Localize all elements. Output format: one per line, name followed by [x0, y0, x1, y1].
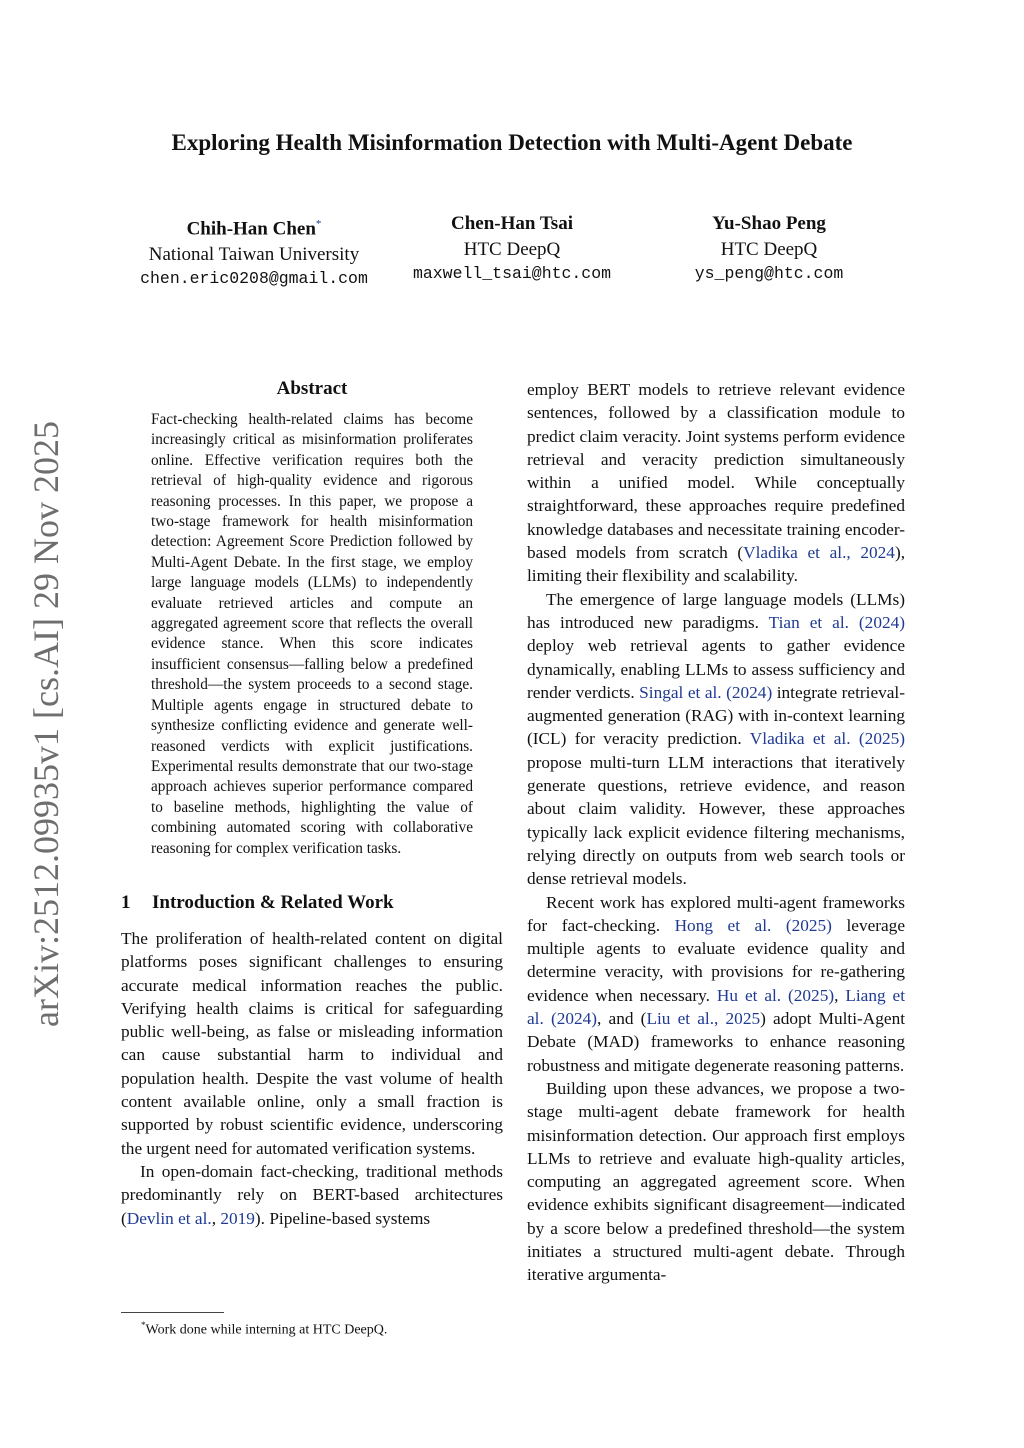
citation-link[interactable]: Vladika et al., 2024 [743, 543, 895, 563]
footnote-mark: * [141, 1320, 146, 1330]
body-paragraph-2: The emergence of large language models (LLMs) has introduced new paradigms. Tian et al. (2024) deploy web retrieval agents to gather evidence dynamically, enabling LLMs to assess sufficiency and render verdicts. Singal et al. (2024) integrate retrieval-augmented generation (RAG) with in-context learning (ICL) for veracity prediction. Vladika et al. (2025) propose multi-turn LLM interactions that iteratively generate questions, retrieve evidence, and reason about claim validity. However, these approaches typically lack explicit evidence filtering mechanisms, relying directly on outputs from web search tools or dense retrieval models. [527, 589, 905, 889]
citation-link[interactable]: Vladika et al. (2025) [749, 729, 905, 749]
citation-link[interactable]: Devlin et al. [126, 1208, 212, 1228]
citation-link[interactable]: Singal et al. (2024) [639, 682, 773, 702]
author-1 [104, 211, 404, 291]
author-name: Yu-Shao Peng [712, 213, 826, 234]
section-heading [121, 889, 503, 917]
body-paragraph-3: Recent work has explored multi-agent frameworks for fact-checking. Hong et al. (2025) leverage multiple agents to evaluate evidence quality and determine veracity, with provisions for re-gathering evidence when necessary. Hu et al. (2025), Liang et al. (2024), and (Liu et al., 2025) adopt Multi-Agent Debate (MAD) frameworks to enhance reasoning robustness and mitigate degenerate reasoning patterns. [527, 892, 906, 1075]
paper-title: Exploring Health Misinformation Detection with Multi-Agent Debate [171, 130, 853, 155]
footnote-marker[interactable]: * [315, 218, 322, 230]
citation-link[interactable]: Liang et al. (2024) [527, 985, 906, 1029]
footnote [141, 1316, 387, 1340]
left-column [121, 374, 503, 1230]
section-number: 1 [121, 891, 131, 913]
author-name: Chen-Han Tsai [451, 213, 573, 234]
intro-paragraph-1: The proliferation of health-related content on digital platforms poses significant challenges to ensuring accurate medical information reaches the public. Verifying health claims is critical for safeguarding public well-being, as false or misleading information can cause substantial harm to individual and population health. Despite the vast volume of health content available online, only a small fraction is supported by robust scientific evidence, underscoring the urgent need for automated verification systems. [121, 928, 503, 1158]
author-email: chen.eric0208@gmail.com [140, 269, 368, 289]
author-2 [362, 211, 662, 286]
citation-link[interactable]: Liu et al., 2025 [646, 1009, 761, 1029]
arxiv-stamp: arXiv:2512.09935v1 [cs.AI] 29 Nov 2025 [26, 421, 66, 1027]
intro-paragraph-2: In open-domain fact-checking, traditional methods predominantly rely on BERT-based architectures (Devlin et al., 2019). Pipeline-based systems [121, 1161, 503, 1228]
citation-link[interactable]: 2019 [220, 1208, 255, 1228]
author-block [0, 211, 1024, 291]
citation-link[interactable]: Tian et al. (2024) [768, 612, 905, 632]
author-3 [619, 211, 919, 286]
author-name: Chih-Han Chen* [186, 218, 322, 240]
section-title: Introduction & Related Work [152, 891, 394, 913]
author-affiliation: National Taiwan University [148, 244, 360, 266]
citation-link[interactable]: Hong et al. (2025) [674, 915, 832, 935]
author-affiliation: HTC DeepQ [463, 239, 561, 260]
footnote-rule [121, 1312, 224, 1313]
citation-link[interactable]: Hu et al. (2025) [716, 985, 835, 1005]
author-email: maxwell_tsai@htc.com [412, 264, 612, 283]
footnote-text: Work done while interning at HTC DeepQ. [145, 1322, 388, 1338]
author-email: ys_peng@htc.com [694, 264, 844, 283]
body-paragraph-4: Building upon these advances, we propose a two-stage multi-agent debate framework for health misinformation detection. Our approach first employs LLMs to retrieve and evaluate high-quality articles, computing an aggregated agreement score. When evidence exhibits significant disagreement—indicated by a score below a predefined threshold—the system initiates a structured multi-agent debate. Through iterative argumenta- [527, 1078, 905, 1285]
abstract-heading: Abstract [276, 378, 348, 399]
author-affiliation: HTC DeepQ [720, 239, 818, 260]
right-column [527, 378, 905, 1287]
body-paragraph-1: employ BERT models to retrieve relevant evidence sentences, followed by a classification module to predict claim veracity. Joint systems perform evidence retrieval and veracity prediction simultaneously within a unified model. While conceptually straightforward, these approaches require predefined knowledge databases and necessitate training encoder-based models from scratch (Vladika et al., 2024), limiting their flexibility and scalability. [527, 380, 906, 586]
abstract-text: Fact-checking health-related claims has become increasingly critical as misinformation proliferates online. Effective verification requires both the retrieval of high-quality evidence and rigorous reasoning processes. In this paper, we propose a two-stage framework for health misinformation detection: Agreement Score Prediction followed by Multi-Agent Debate. In the first stage, we employ large language models (LLMs) to independently evaluate retrieved articles and compute an aggregated agreement score that reflects the overall evidence stance. When this score indicates insufficient consensus—falling below a predefined threshold—the system proceeds to a second stage. Multiple agents engage in structured debate to synthesize conflicting evidence and generate well-reasoned verdicts with explicit justifications. Experimental results demonstrate that our two-stage approach achieves superior performance compared to baseline methods, highlighting the value of combining automated scoring with collaborative reasoning for complex verification tasks. [151, 411, 473, 857]
